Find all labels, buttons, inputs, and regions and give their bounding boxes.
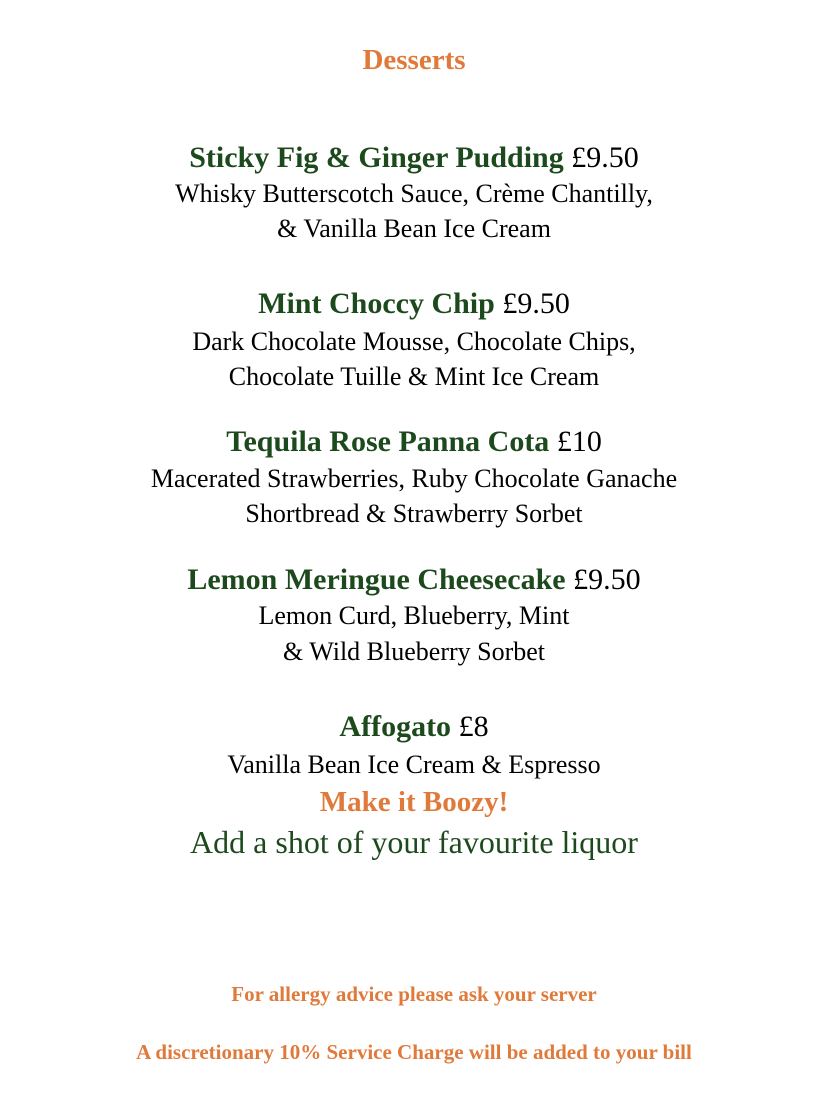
item-description: & Wild Blueberry Sorbet: [282, 637, 546, 666]
service-charge-note: A discretionary 10% Service Charge will be added to your bill: [136, 1040, 692, 1064]
menu-item-title: [0, 424, 828, 460]
item-price: £9.50: [571, 141, 639, 174]
item-description: Shortbread & Strawberry Sorbet: [245, 499, 583, 528]
item-description: Whisky Butterscotch Sauce, Crème Chantilly,: [175, 179, 653, 208]
boozy-text: Add a shot of your favourite liquor: [190, 824, 638, 860]
item-name: Mint Choccy Chip: [258, 287, 495, 320]
menu-item-title: [0, 286, 828, 322]
item-name: Lemon Meringue Cheesecake: [187, 563, 566, 596]
item-description: Lemon Curd, Blueberry, Mint: [258, 601, 570, 630]
item-description: & Vanilla Bean Ice Cream: [277, 214, 551, 243]
item-price: £9.50: [502, 287, 570, 320]
item-price: £8: [458, 710, 489, 743]
item-price: £9.50: [573, 563, 641, 596]
item-price: £10: [556, 425, 602, 458]
item-name: Tequila Rose Panna Cota: [226, 425, 550, 458]
item-description: Vanilla Bean Ice Cream & Espresso: [227, 750, 601, 779]
item-name: Sticky Fig & Ginger Pudding: [189, 141, 564, 174]
menu-item-title: [0, 140, 828, 176]
item-name: Affogato: [339, 710, 452, 743]
menu-item-title: [0, 562, 828, 598]
item-description: Macerated Strawberries, Ruby Chocolate Ganache: [150, 464, 678, 493]
menu-item-title: [0, 709, 828, 745]
boozy-heading: Make it Boozy!: [319, 786, 509, 818]
item-description: Dark Chocolate Mousse, Chocolate Chips,: [192, 327, 636, 356]
item-description: Chocolate Tuille & Mint Ice Cream: [228, 362, 600, 391]
page-title: Desserts: [362, 44, 466, 76]
allergy-note: For allergy advice please ask your server: [231, 982, 597, 1006]
